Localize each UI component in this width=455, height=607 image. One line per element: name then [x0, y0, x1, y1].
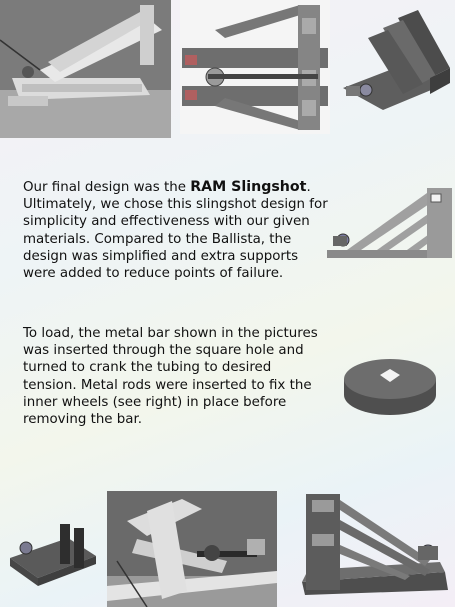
render-slingshot-rear-perspective [300, 490, 450, 595]
render-slingshot-perspective [338, 8, 453, 113]
render-slingshot-top-view [180, 0, 330, 134]
design-rationale-text: . Ultimately, we chose this slingshot design for simplicity and effectiveness with our given materials. Compared to the Ballista, the design was simplified and extra supports were added to reduce points of failure. [23, 180, 328, 282]
loading-instructions-text: To load, the metal bar shown in the pictures was inserted through the square hole and turned to crank the tubing to desired tension. Metal rods were inserted to fix the inner wheels (see right) in place before removing the bar. [23, 326, 318, 428]
render-slingshot-side-view [327, 188, 452, 263]
design-description-paragraph [23, 179, 328, 282]
design-name: RAM Slingshot [190, 179, 307, 195]
photo-wooden-slingshot-prototype [0, 0, 171, 138]
loading-instructions-paragraph [23, 325, 328, 428]
photo-closeup-illustration [107, 491, 277, 607]
render-side-view-illustration [327, 188, 452, 263]
wheel-illustration [342, 355, 438, 417]
render-top-view-illustration [180, 0, 330, 134]
photo-wooden-slingshot-illustration [0, 0, 171, 138]
render-slingshot-base-view [8, 518, 98, 588]
photo-wooden-slingshot-closeup [107, 491, 277, 607]
render-rear-illustration [300, 490, 450, 595]
render-inner-wheel [342, 355, 438, 417]
render-perspective-illustration [338, 8, 453, 113]
intro-text: Our final design was the [23, 180, 191, 195]
render-base-illustration [8, 518, 98, 588]
